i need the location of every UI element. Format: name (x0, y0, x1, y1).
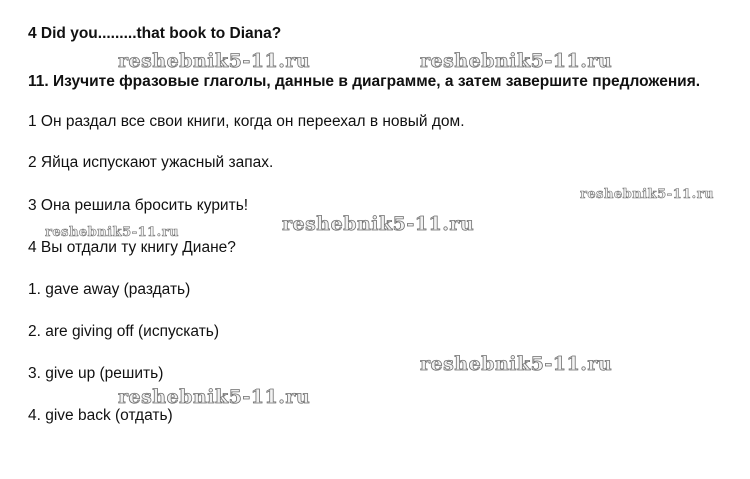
watermark: reshebnik5-11.ru (420, 50, 613, 72)
answer-4: 4. give back (отдать) (28, 407, 173, 424)
answer-3: 3. give up (решить) (28, 365, 164, 382)
watermark: reshebnik5-11.ru (45, 225, 180, 240)
watermark: reshebnik5-11.ru (118, 386, 311, 408)
answer-1: 1. gave away (раздать) (28, 281, 191, 298)
watermark: reshebnik5-11.ru (118, 50, 311, 72)
watermark: reshebnik5-11.ru (282, 213, 475, 235)
translation-2: 2 Яйца испускают ужасный запах. (28, 154, 274, 171)
task-title: 11. Изучите фразовые глаголы, данные в диаграмме, а затем завершите предложения. (28, 73, 701, 90)
answer-2: 2. are giving off (испускать) (28, 323, 220, 340)
watermark: reshebnik5-11.ru (580, 187, 715, 202)
watermark: reshebnik5-11.ru (420, 353, 613, 375)
heading-question: 4 Did you.........that book to Diana? (28, 25, 282, 42)
translation-4: 4 Вы отдали ту книгу Диане? (28, 239, 236, 256)
translation-3: 3 Она решила бросить курить! (28, 197, 249, 214)
translation-1: 1 Он раздал все свои книги, когда он переехал в новый дом. (28, 113, 465, 130)
